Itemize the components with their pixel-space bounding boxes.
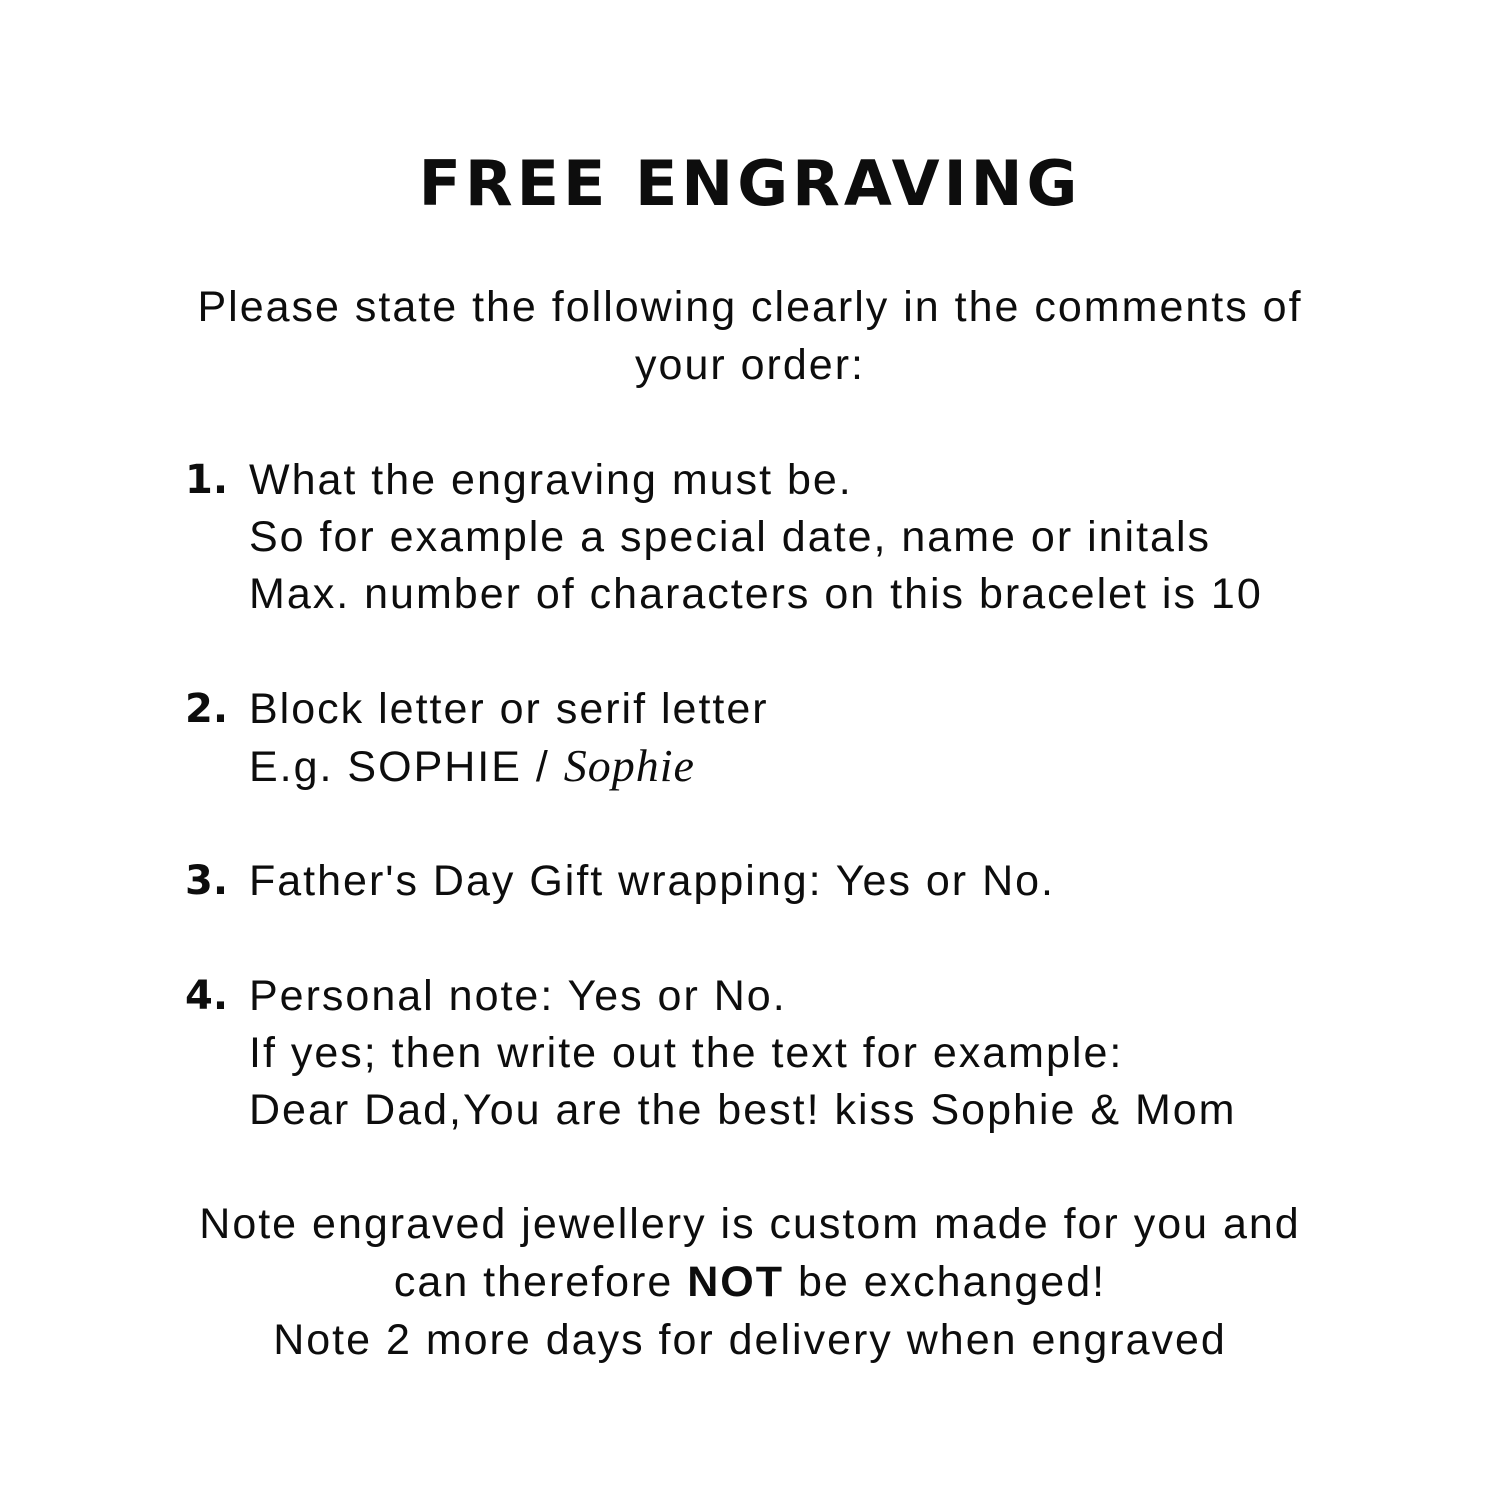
item-4-line-2: If yes; then write out the text for example: bbox=[249, 1029, 1124, 1077]
item-1-line-1: What the engraving must be. bbox=[249, 456, 853, 504]
item-3-line-1: Father's Day Gift wrapping: Yes or No. bbox=[249, 857, 1055, 905]
item-number: 4. bbox=[185, 973, 229, 1019]
item-1-line-3: Max. number of characters on this bracelet is 10 bbox=[249, 570, 1263, 618]
footer-line-2 bbox=[100, 1253, 1400, 1311]
emphasis-not: NOT bbox=[687, 1258, 785, 1306]
intro-line-1: Please state the following clearly in the comments of bbox=[197, 283, 1303, 331]
item-number: 3. bbox=[185, 858, 229, 904]
item-4-line-1: Personal note: Yes or No. bbox=[249, 972, 787, 1020]
page-title: FREE ENGRAVING bbox=[418, 147, 1082, 220]
item-4-line-3: Dear Dad,You are the best! kiss Sophie & Mom bbox=[249, 1086, 1237, 1134]
footer-notes bbox=[100, 1195, 1400, 1369]
serif-letter-example: Sophie bbox=[563, 740, 695, 791]
footer-line-2-before: can therefore bbox=[393, 1258, 688, 1306]
footer-line-1: Note engraved jewellery is custom made for you and bbox=[199, 1200, 1301, 1248]
item-1-line-2: So for example a special date, name or initals bbox=[249, 513, 1212, 561]
intro-line-2: your order: bbox=[635, 341, 865, 389]
footer-line-3: Note 2 more days for delivery when engraved bbox=[273, 1316, 1227, 1364]
block-letter-example: E.g. SOPHIE / bbox=[249, 743, 564, 791]
item-2-example bbox=[249, 737, 695, 796]
footer-line-2-after: be exchanged! bbox=[784, 1258, 1107, 1306]
item-number: 1. bbox=[185, 457, 229, 503]
item-number: 2. bbox=[185, 686, 229, 732]
intro-text bbox=[100, 278, 1400, 394]
item-2-line-1: Block letter or serif letter bbox=[249, 685, 769, 733]
